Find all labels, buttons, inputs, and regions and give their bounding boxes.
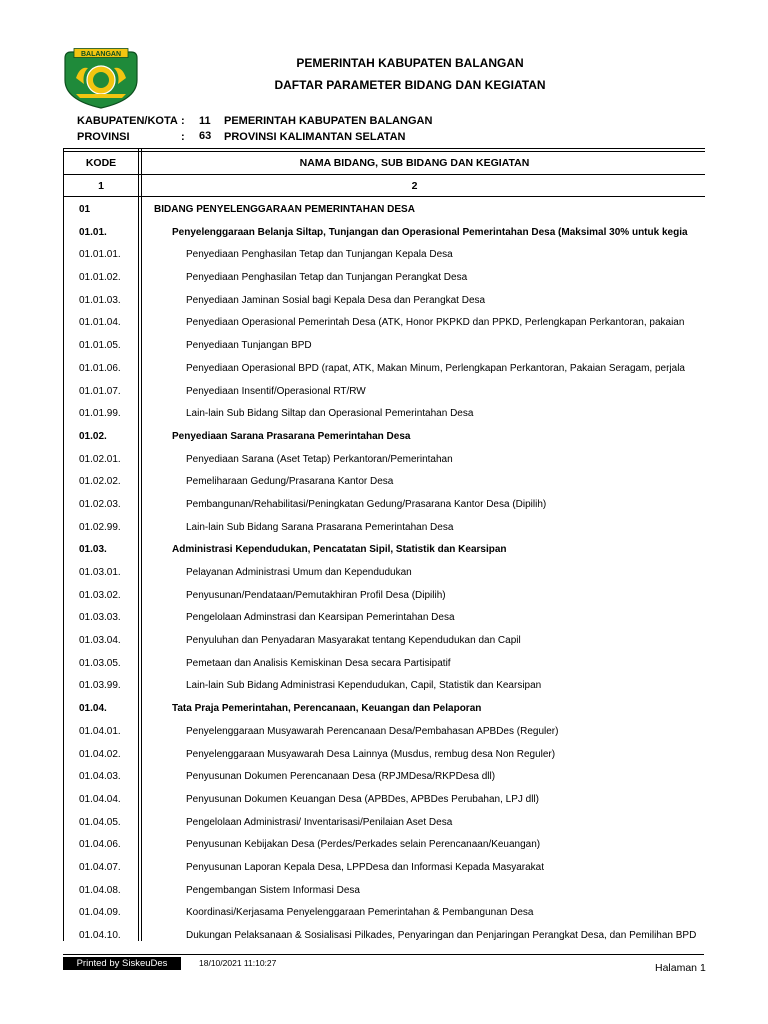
logo-banner-text: BALANGAN [80,51,122,58]
table-row [64,515,704,538]
row-name: Koordinasi/Kerjasama Penyelenggaraan Pemerintahan & Pembangunan Desa [186,907,534,919]
table-row [64,310,704,333]
row-code: 01.02. [79,430,107,442]
report-title-line1: PEMERINTAH KABUPATEN BALANGAN [296,56,524,70]
table-row [64,832,704,855]
logo-base-stripe [76,94,126,98]
row-name: Pemetaan dan Analisis Kemiskinan Desa secara Partisipatif [186,657,451,669]
kabupaten-name: PEMERINTAH KABUPATEN BALANGAN [224,115,433,127]
row-code: 01.04.08. [79,884,121,896]
table-row [64,333,704,356]
row-name: Pemeliharaan Gedung/Prasarana Kantor Desa [186,476,394,488]
table-row [64,265,704,288]
table-row [64,764,704,787]
row-code: 01.03.02. [79,589,121,601]
table-row [64,696,704,719]
table-row [64,719,704,742]
row-name: Penyusunan Laporan Kepala Desa, LPPDesa dan Informasi Kepada Masyarakat [186,861,545,873]
table-row [64,379,704,402]
row-code: 01.01.07. [79,385,121,397]
row-code: 01.02.99. [79,521,121,533]
logo-emblem-core [93,72,109,88]
row-code: 01 [79,204,91,215]
table-row [64,742,704,765]
print-timestamp: 18/10/2021 11:10:27 [199,958,277,968]
row-name: Pelayanan Administrasi Umum dan Kependudukan [186,567,412,578]
row-code: 01.03.03. [79,612,121,624]
row-code: 01.04.03. [79,771,121,783]
row-code: 01.01.99. [79,408,121,420]
table-row [64,900,704,923]
row-code: 01.03.99. [79,680,121,692]
row-name: Penyediaan Sarana Prasarana Pemerintahan Desa [172,430,411,442]
row-name: Pembangunan/Rehabilitasi/Peningkatan Gedung/Prasarana Kantor Desa (Dipilih) [186,498,547,510]
row-name: Penyediaan Jaminan Sosial bagi Kepala Desa dan Perangkat Desa [186,294,486,306]
table-row [64,628,704,651]
column-header-nama: NAMA BIDANG, SUB BIDANG DAN KEGIATAN [299,157,530,169]
row-name: Pengelolaan Administrasi/ Inventarisasi/Penilaian Aset Desa [186,816,453,828]
row-name: Penyediaan Operasional BPD (rapat, ATK, Makan Minum, Perlengkapan Perkantoran, Pakaian Seragam, perjala [186,362,685,374]
column-number-2: 2 [411,180,418,192]
row-code: 01.04.09. [79,907,121,919]
table-row [64,605,704,628]
row-name: Penyusunan Dokumen Perencanaan Desa (RPJMDesa/RKPDesa dll) [186,771,496,783]
row-name: Penyusunan/Pendataan/Pemutakhiran Profil Desa (Dipilih) [186,589,446,601]
row-name: Penyediaan Operasional Pemerintah Desa (ATK, Honor PKPKD dan PPKD, Perlengkapan Perkantoran, pakaian [186,317,685,329]
row-code: 01.03. [79,544,107,556]
row-name: Penyelenggaraan Belanja Siltap, Tunjangan dan Operasional Pemerintahan Desa (Maksimal 30% untuk kegia [172,226,688,238]
row-name: Administrasi Kependudukan, Pencatatan Sipil, Statistik dan Kearsipan [172,544,507,556]
table-row [64,855,704,878]
row-name: Penyediaan Tunjangan BPD [186,340,312,352]
table-body [64,197,704,941]
kabupaten-label: KABUPATEN/KOTA [77,115,178,127]
table-column-number-row [64,175,705,197]
table-row [64,537,704,560]
row-name: Penyusunan Kebijakan Desa (Perdes/Perkades selain Perencanaan/Keuangan) [186,839,541,851]
printed-by-label: Printed by SiskeuDes [63,957,181,970]
table-row [64,878,704,901]
table-row [64,356,704,379]
kabupaten-code: 11 [199,115,211,127]
row-code: 01.01.03. [79,294,121,306]
row-code: 01.01.06. [79,362,121,374]
row-code: 01.04. [79,703,107,715]
column-number-1: 1 [98,180,104,192]
table-row [64,424,704,447]
row-name: Penyediaan Sarana (Aset Tetap) Perkantoran/Pemerintahan [186,453,453,465]
row-name: Penyediaan Insentif/Operasional RT/RW [186,385,366,397]
row-code: 01.01.04. [79,317,121,329]
row-name: Penyelenggaraan Musyawarah Perencanaan Desa/Pembahasan APBDes (Reguler) [186,725,559,737]
table-row [64,810,704,833]
row-name: Lain-lain Sub Bidang Sarana Prasarana Pemerintahan Desa [186,521,454,533]
table-row [64,787,704,810]
provinsi-name: PROVINSI KALIMANTAN SELATAN [224,131,406,143]
row-code: 01.03.05. [79,657,121,669]
table-row [64,197,704,220]
footer-divider [63,954,704,955]
row-name: Tata Praja Pemerintahan, Perencanaan, Keuangan dan Pelaporan [172,703,482,715]
provinsi-label: PROVINSI [77,131,130,143]
page-number: Halaman 1 [655,962,706,974]
table-header-row [64,152,705,175]
table-row [64,401,704,424]
row-code: 01.01. [79,226,107,238]
row-code: 01.04.10. [79,930,121,941]
table-row [64,560,704,583]
row-name: Penyediaan Penghasilan Tetap dan Tunjangan Perangkat Desa [186,272,468,284]
table-row [64,447,704,470]
row-code: 01.01.05. [79,340,121,352]
row-code: 01.04.02. [79,748,121,760]
row-name: Pengembangan Sistem Informasi Desa [186,884,360,896]
row-name: Penyuluhan dan Penyadaran Masyarakat tentang Kependudukan dan Capil [186,635,521,647]
row-code: 01.02.01. [79,453,121,465]
row-code: 01.04.01. [79,725,121,737]
table-row [64,583,704,606]
kabupaten-colon: : [181,115,185,127]
row-code: 01.04.04. [79,793,121,805]
row-name: Lain-lain Sub Bidang Administrasi Kependudukan, Capil, Statistik dan Kearsipan [186,680,542,692]
provinsi-code: 63 [199,130,212,142]
row-code: 01.02.03. [79,498,121,510]
row-name: Dukungan Pelaksanaan & Sosialisasi Pilkades, Penyaringan dan Penjaringan Perangkat Desa, dan Pemilihan BPD [186,930,697,941]
row-name: Lain-lain Sub Bidang Siltap dan Operasional Pemerintahan Desa [186,408,474,420]
row-code: 01.03.04. [79,635,121,647]
row-name: Pengelolaan Adminstrasi dan Kearsipan Pemerintahan Desa [186,612,455,624]
row-name: Penyediaan Penghasilan Tetap dan Tunjangan Kepala Desa [186,249,453,261]
table-row [64,469,704,492]
row-name: Penyelenggaraan Musyawarah Desa Lainnya (Musdus, rembug desa Non Reguler) [186,748,556,760]
row-code: 01.01.02. [79,272,121,284]
row-code: 01.04.05. [79,816,121,828]
table-row [64,651,704,674]
table-row [64,923,704,941]
row-code: 01.02.02. [79,476,121,488]
row-name: BIDANG PENYELENGGARAAN PEMERINTAHAN DESA [154,204,415,215]
table-row [64,492,704,515]
row-name: Penyusunan Dokumen Keuangan Desa (APBDes, APBDes Perubahan, LPJ dll) [186,793,539,805]
kabupaten-logo [62,48,140,110]
provinsi-colon: : [181,131,185,143]
table-row [64,220,704,243]
table-row [64,288,704,311]
row-code: 01.01.01. [79,249,121,261]
column-header-kode: KODE [85,157,117,169]
table-row [64,242,704,265]
row-code: 01.04.06. [79,839,121,851]
row-code: 01.03.01. [79,567,121,578]
table-row [64,673,704,696]
report-title-line2: DAFTAR PARAMETER BIDANG DAN KEGIATAN [274,78,546,92]
parameter-table [63,148,705,941]
row-code: 01.04.07. [79,861,121,873]
